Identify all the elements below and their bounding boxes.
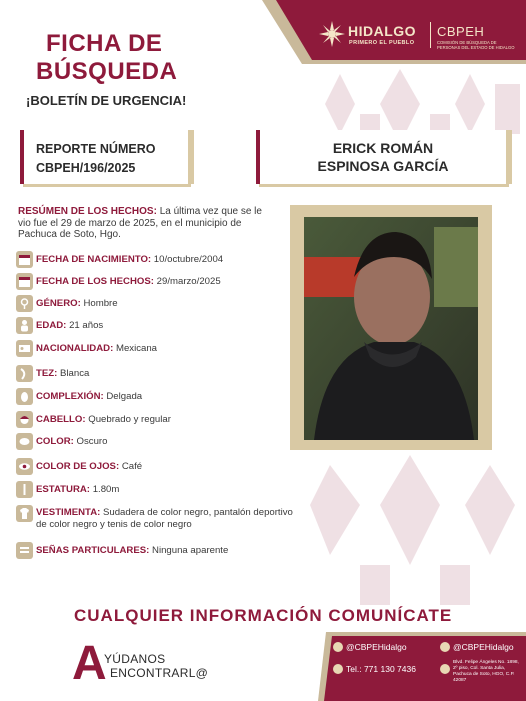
urgency-subtitle: ¡BOLETÍN DE URGENCIA! [26,93,187,108]
person-name-line1: ERICK ROMÁN [332,140,434,156]
skin-icon [16,365,33,382]
twitter-handle[interactable]: @CBPEHidalgo [453,642,514,652]
id-card-icon [16,340,33,357]
phone-number[interactable]: Tel.: 771 130 7436 [346,664,416,674]
brand-name: HIDALGO [348,23,417,39]
eye-icon [16,458,33,475]
hidalgo-logo-icon [318,20,346,48]
report-label: REPORTE NÚMERO [36,142,156,156]
campaign-logo-letter: A [72,637,107,690]
campaign-line2: ENCONTRARL@ [110,666,209,680]
page-title-line2: BÚSQUEDA [36,58,178,85]
agency-subtitle: COMISIÓN DE BÚSQUEDA DE PERSONAS DEL ESTADO DE HIDALGO [437,40,515,50]
embroidery-pattern-bottom [300,445,526,615]
body-icon [16,388,33,405]
hair-icon [16,411,33,428]
color-icon [16,433,33,450]
page-title-line1: FICHA DE [46,30,163,57]
summary-text: La última vez que se le vio fue el 29 de marzo de 2025, en el municipio de Pachuca de Soto, Hgo. [18,206,262,240]
search-bulletin: HIDALGO PRIMERO EL PUEBLO CBPEH COMISIÓN DE BÚSQUEDA DE PERSONAS DEL ESTADO DE HIDALGO FICHA DE BÚSQUEDA ¡BOLETÍN DE URGENCIA! REPORTE NÚMERO CBPEH/196/2025 ERICK ROMÁN ESPINOSA GARCÍA RESÚMEN DE LOS HECHOS: La última vez que se le vio fue el 29 de marzo de 2025, en el municipio de Pachuca de Soto, Hgo. FECHA DE NACIMIENTO: 10/octubre/2004 FECHA DE LOS HECHOS: 29/marzo/2025 GÉNERO: Hombre EDAD: 21 años NACIONALIDAD: Mexicana TEZ: Blanca COMPLEXIÓN: Delgada CABELLO: Quebrado y regular COLOR: Oscuro COLOR DE OJOS: Café ESTATURA: 1.80m VESTIMENTA: Sudadera de color negro, pantalón deportivo de color negro y tenis de color negro SEÑAS PARTICULARES: Ninguna aparente CUALQUIER INFORMACIÓN COMUNÍCATE A YÚDANOS ENCONTRARL@ @CBPEHidalgo @CBPEHidalgo Tel.: 771 130 7436 Blvd. Felipe Ángeles No. 1898, 2º piso, Col. Santa Julia, Pachuca de Soto, HGO, C.P. 42087 [0,0,526,701]
summary-of-facts [18,206,273,241]
report-number-box [20,130,188,184]
person-name-box [256,130,506,184]
person-icon [16,317,33,334]
marks-icon [16,542,33,559]
height-icon [16,481,33,498]
gender-icon [16,295,33,312]
calendar-icon [16,273,33,290]
report-number: CBPEH/196/2025 [36,161,136,175]
calendar-icon [16,251,33,268]
twitter-icon [440,642,450,652]
agency-name: CBPEH [437,24,485,39]
clothing-icon [16,505,33,522]
summary-label: RESÚMEN DE LOS HECHOS: [18,206,157,217]
field-clothing: VESTIMENTA: Sudadera de color negro, pantalón deportivo de color negro y tenis de color negro [36,507,293,530]
campaign-line1: YÚDANOS [104,652,166,666]
call-to-action: CUALQUIER INFORMACIÓN COMUNÍCATE [74,606,453,625]
facebook-icon [333,642,343,652]
facebook-handle[interactable]: @CBPEHidalgo [346,642,407,652]
person-name-line2: ESPINOSA GARCÍA [317,158,449,174]
office-address: Blvd. Felipe Ángeles No. 1898, 2º piso, Col. Santa Julia, Pachuca de Soto, HGO, C.P. 42087 [453,660,519,683]
header-divider [430,22,431,48]
phone-icon [333,664,343,674]
location-icon [440,664,450,674]
brand-subtitle: PRIMERO EL PUEBLO [349,40,415,46]
missing-person-photo [304,217,478,440]
